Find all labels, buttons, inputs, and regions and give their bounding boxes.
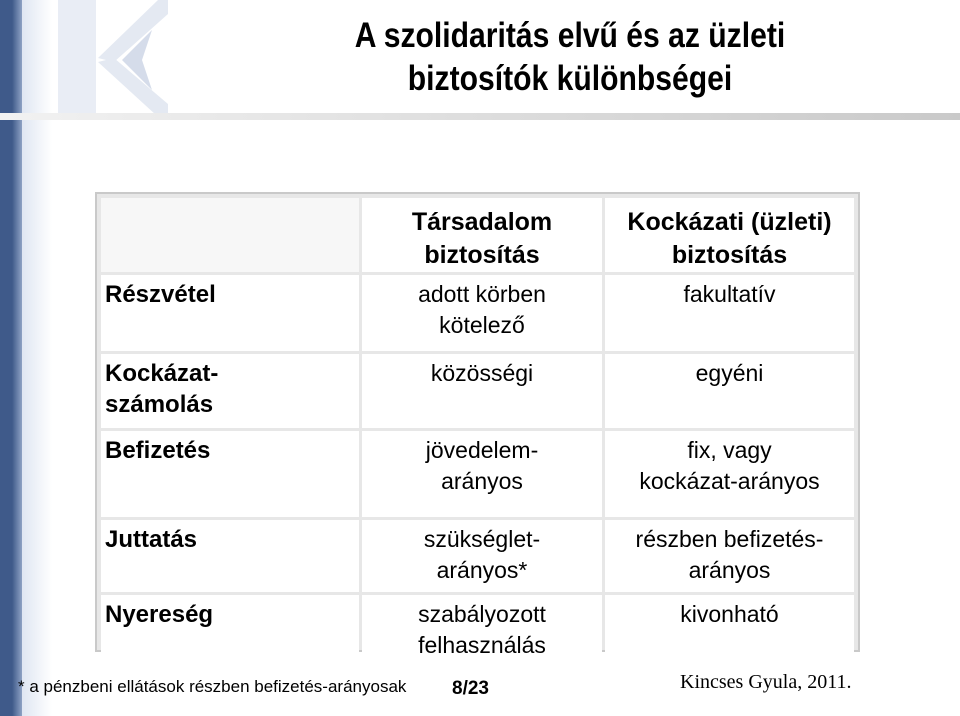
table-cell	[605, 354, 854, 428]
header-social-line-1: Társadalom	[411, 208, 553, 236]
row-label-payment	[101, 431, 359, 517]
header-divider	[0, 113, 960, 120]
cell-line: arányos*	[436, 557, 528, 583]
row-label-text: Juttatás	[105, 526, 198, 553]
row-label-benefit	[101, 520, 359, 592]
page-title	[295, 14, 845, 100]
cell-line: részben befizetés-	[635, 526, 824, 552]
cell-line: fakultatív	[683, 281, 776, 307]
table-cell	[362, 275, 602, 351]
cell-line: kötelező	[439, 312, 525, 338]
table-cell	[362, 520, 602, 592]
comparison-table	[95, 192, 860, 658]
table-corner-cell	[101, 198, 359, 272]
table-cell	[605, 275, 854, 351]
cell-line: felhasználás	[418, 632, 546, 658]
page-number: 8/23	[452, 678, 489, 699]
row-label-participation	[101, 275, 359, 351]
table-cell	[362, 354, 602, 428]
header-risk-insurance	[605, 198, 854, 272]
cell-line: szükséglet-	[423, 526, 541, 552]
row-label-text: számolás	[105, 391, 214, 418]
cell-line: egyéni	[695, 360, 764, 386]
header-risk-line-2: biztosítás	[671, 241, 788, 269]
cell-line: arányos	[688, 557, 771, 583]
cell-line: jövedelem-	[425, 437, 539, 463]
header-risk-line-1: Kockázati (üzleti)	[627, 208, 832, 236]
title-line-1: A szolidaritás elvű és az üzleti	[354, 16, 786, 55]
author-credit: Kincses Gyula, 2011.	[680, 671, 852, 693]
row-label-text: Nyereség	[105, 601, 214, 628]
cell-line: adott körben	[418, 281, 546, 307]
cell-line: arányos	[441, 468, 523, 494]
table-cell	[605, 520, 854, 592]
table-cell	[362, 595, 602, 661]
row-label-text: Részvétel	[105, 281, 216, 308]
row-label-profit	[101, 595, 359, 661]
footnote: * a pénzbeni ellátások részben befizetés-arányosak	[18, 677, 407, 696]
row-label-risk-calculation	[101, 354, 359, 428]
row-label-text: Befizetés	[105, 437, 211, 464]
cell-line: közösségi	[430, 360, 534, 386]
cell-line: kockázat-arányos	[639, 468, 820, 494]
cell-line: fix, vagy	[687, 437, 772, 463]
table-cell	[605, 595, 854, 661]
title-line-2: biztosítók különbségei	[407, 59, 733, 98]
table-cell	[605, 431, 854, 517]
table-cell	[362, 431, 602, 517]
cell-line: szabályozott	[418, 601, 546, 627]
header-social-insurance	[362, 198, 602, 272]
header-social-line-2: biztosítás	[424, 241, 540, 269]
row-label-text: Kockázat-	[105, 360, 219, 387]
k-logo-icon	[18, 0, 168, 115]
cell-line: kivonható	[680, 601, 779, 627]
